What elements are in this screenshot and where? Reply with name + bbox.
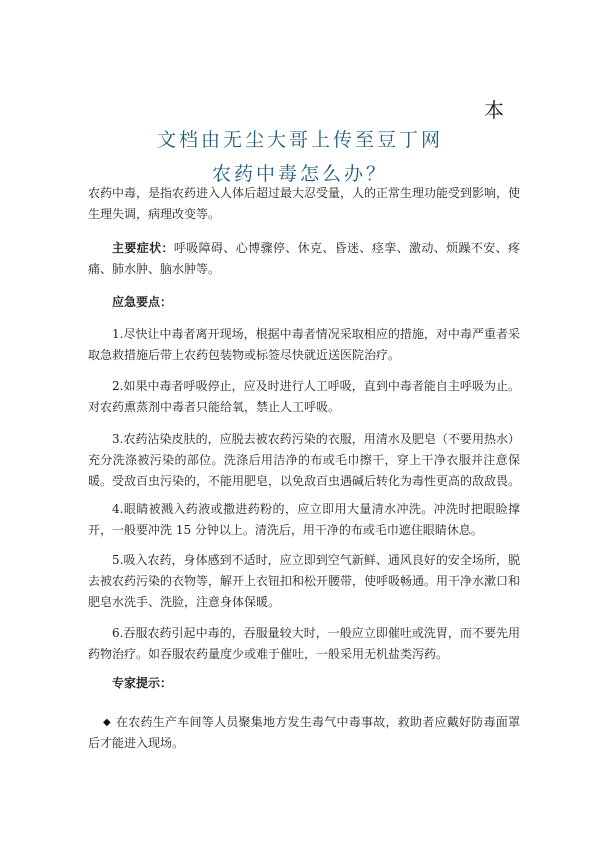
emergency-item-4: 4.眼睛被溅入药液或撒进药粉的，应立即用大量清水冲洗。冲洗时把眼睑撑开，一般要冲洗 15 分钟以上。清洗后，用干净的布或毛巾遮住眼睛休息。 [88, 502, 520, 537]
symptoms-paragraph [88, 238, 520, 280]
intro-paragraph: 农药中毒，是指农药进入人体后超过最大忍受量，人的正常生理功能受到影响，使生理失调，病理改变等。 [88, 186, 521, 221]
header-char: 本 [484, 98, 504, 122]
expert-tip: 在农药生产车间等人员聚集地方发生毒气中毒事故，救助者应戴好防毒面罩后才能进入现场。 [88, 715, 520, 750]
upload-title: 文档由无尘大哥上传至豆丁网 [156, 129, 443, 151]
emergency-heading: 应急要点： [112, 295, 173, 309]
emergency-item-1: 1.尽快让中毒者离开现场，根据中毒者情况采取相应的措施，对中毒严重者采取急救措施后带上农药包装物或标签尽快就近送医院治疗。 [88, 327, 520, 362]
expert-heading: 专家提示： [112, 676, 173, 690]
document-title: 农药中毒怎么办？ [211, 163, 388, 185]
emergency-item-6: 6.吞服农药引起中毒的，吞服量较大时，一般应立即催吐或洗胃，而不要先用药物治疗。如吞服农药量度少或难于催吐，一般采用无机盐类泻药。 [88, 626, 520, 661]
symptoms-label: 主要症状： [112, 241, 174, 255]
emergency-item-2: 2.如果中毒者呼吸停止，应及时进行人工呼吸，直到中毒者能自主呼吸为止。对农药熏蒸剂中毒者只能给氧，禁止人工呼吸。 [88, 379, 520, 414]
symptoms-text: 呼吸障碍、心博骤停、休克、昏迷、痉挛、激动、烦躁不安、疼痛、肺水肿、脑水肿等。 [88, 241, 520, 276]
emergency-item-3: 3.农药沾染皮肤的，应脱去被农药污染的衣服，用清水及肥皂（不要用热水）充分洗涤被污染的部位。洗涤后用洁净的布或毛巾擦干，穿上干净衣服并注意保暖。受敌百虫污染的，不能用肥皂，以免敌百虫遇碱后转化为毒性更高的敌敌畏。 [88, 432, 521, 488]
diamond-bullet-icon: ◆ [103, 717, 111, 728]
emergency-item-5: 5.吸入农药，身体感到不适时，应立即到空气新鲜、通风良好的安全场所，脱去被农药污染的衣物等，解开上衣钮扣和松开腰带，使呼吸畅通。用干净水漱口和肥皂水洗手、洗脸，注意身体保暖。 [88, 553, 521, 609]
